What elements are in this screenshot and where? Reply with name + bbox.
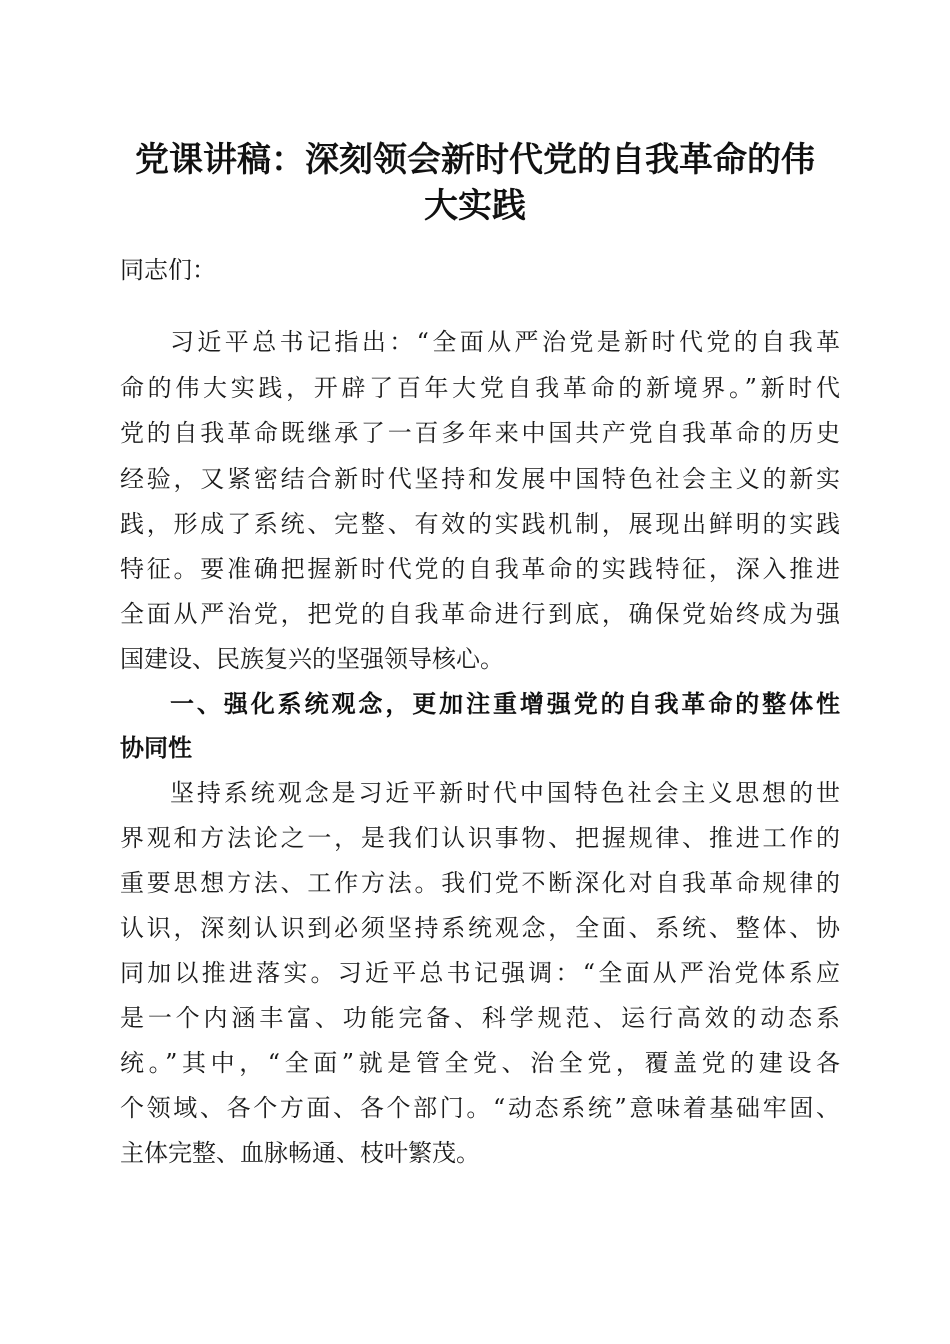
paragraph-2-line: 个领域、各个方面、各个部门。“动态系统”意味着基础牢固、 [120,1094,840,1122]
paragraph-1-line: 命的伟大实践，开辟了百年大党自我革命的新境界。”新时代 [120,374,840,402]
paragraph-2-line: 统。”其中，“全面”就是管全党、治全党，覆盖党的建设各 [120,1049,840,1077]
paragraph-2-line: 重要思想方法、工作方法。我们党不断深化对自我革命规律的 [120,869,840,897]
section-1-heading-line-2: 协同性 [120,734,192,762]
paragraph-1-line: 习近平总书记指出：“全面从严治党是新时代党的自我革 [170,328,840,356]
paragraph-1-line: 党的自我革命既继承了一百多年来中国共产党自我革命的历史 [120,419,840,447]
paragraph-1-line: 经验，又紧密结合新时代坚持和发展中国特色社会主义的新实 [120,465,840,493]
paragraph-1-line: 国建设、民族复兴的坚强领导核心。 [120,645,504,673]
salutation: 同志们： [120,256,216,284]
paragraph-2-line: 主体完整、血脉畅通、枝叶繁茂。 [120,1139,480,1167]
paragraph-1-line: 特征。要准确把握新时代党的自我革命的实践特征，深入推进 [120,555,840,583]
paragraph-1-line: 全面从严治党，把党的自我革命进行到底，确保党始终成为强 [120,600,840,628]
paragraph-2-line: 界观和方法论之一，是我们认识事物、把握规律、推进工作的 [120,824,840,852]
document-title-line-1: 党课讲稿：深刻领会新时代党的自我革命的伟 [135,140,815,180]
paragraph-2-line: 同加以推进落实。习近平总书记强调：“全面从严治党体系应 [120,959,840,987]
section-1-heading-line-1: 一、强化系统观念，更加注重增强党的自我革命的整体性 [170,690,840,718]
paragraph-2-line: 是一个内涵丰富、功能完备、科学规范、运行高效的动态系 [120,1004,840,1032]
paragraph-2-line: 坚持系统观念是习近平新时代中国特色社会主义思想的世 [170,779,840,807]
paragraph-1-line: 践，形成了系统、完整、有效的实践机制，展现出鲜明的实践 [120,510,840,538]
paragraph-2-line: 认识，深刻认识到必须坚持系统观念，全面、系统、整体、协 [120,914,840,942]
document-title-line-2: 大实践 [424,186,526,226]
